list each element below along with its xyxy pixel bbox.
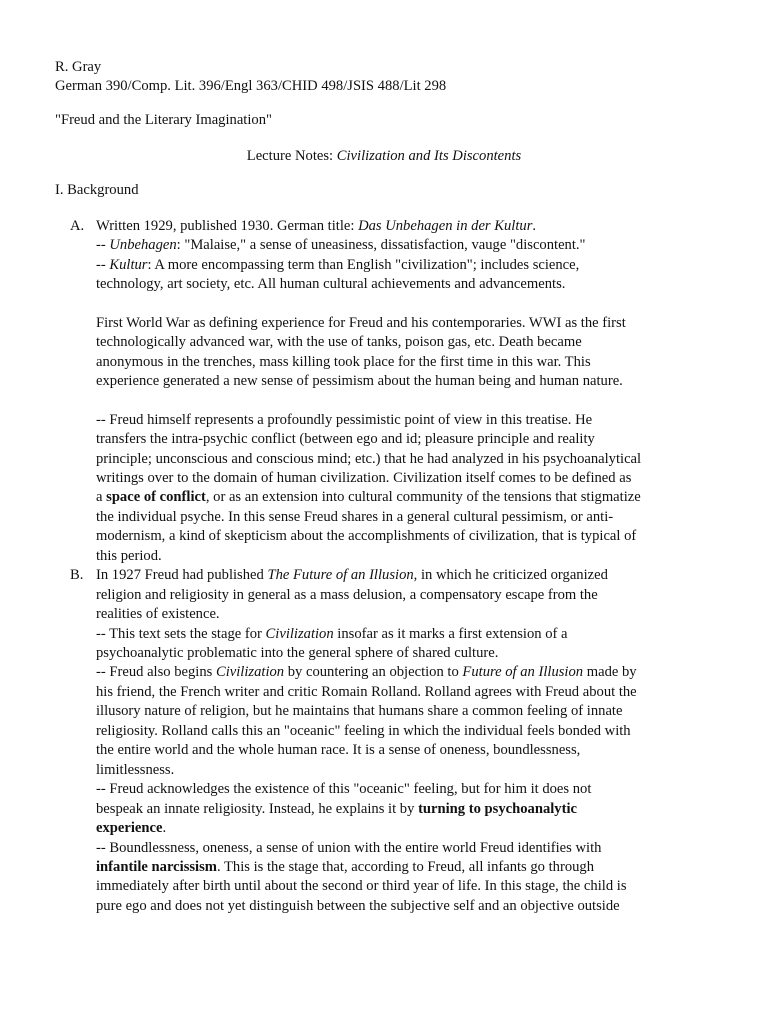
text-line: transfers the intra-psychic conflict (between ego and id; pleasure principle and reality [96,431,595,447]
course-title: "Freud and the Literary Imagination" [55,112,272,128]
text-line: his friend, the French writer and critic Romain Rolland. Rolland agrees with Freud about the [96,684,637,700]
text-line: this period. [96,548,162,564]
text-line: principle; unconscious and conscious mind; etc.) that he had analyzed in his psychoanalytical [96,451,642,467]
text-line: In 1927 Freud had published The Future of an Illusion, in which he criticized organized [96,567,608,583]
text-line: -- Freud also begins Civilization by countering an objection to Future of an Illusion made by [96,664,637,680]
text-line: technologically advanced war, with the use of tanks, poison gas, etc. Death became [96,334,582,350]
lecture-title: Civilization and Its Discontents [336,148,522,164]
text-line: First World War as defining experience for Freud and his contemporaries. WWI as the first [96,315,626,331]
text-line: infantile narcissism. This is the stage that, according to Freud, all infants go through [96,859,595,875]
text-line: realities of existence. [96,606,220,622]
text-line: the individual psyche. In this sense Freud shares in a general cultural pessimism, or anti- [96,509,614,525]
author-line: R. Gray [55,59,102,75]
text-line: bespeak an innate religiosity. Instead, he explains it by turning to psychoanalytic [96,801,577,817]
text-line: the entire world and the whole human race. It is a sense of oneness, boundlessness, [96,742,581,758]
text-line: -- Unbehagen: "Malaise," a sense of uneasiness, dissatisfaction, vauge "discontent." [96,237,586,253]
text-line: pure ego and does not yet distinguish between the subjective self and an objective outside [96,898,620,914]
text-line: -- Freud himself represents a profoundly pessimistic point of view in this treatise. He [96,412,593,428]
lecture-prefix: Lecture Notes: [246,148,337,164]
text-line: -- Boundlessness, oneness, a sense of union with the entire world Freud identifies with [96,840,602,856]
section-heading: I. Background [55,182,139,198]
text-line: a space of conflict, or as an extension into cultural community of the tensions that stigmatize [96,489,641,505]
text-line: Written 1929, published 1930. German title: Das Unbehagen in der Kultur. [96,218,537,234]
text-line: modernism, a kind of skepticism about the accomplishments of civilization, that is typical of [96,528,637,544]
text-line: experience. [96,820,167,836]
course-numbers: German 390/Comp. Lit. 396/Engl 363/CHID 498/JSIS 488/Lit 298 [55,78,447,94]
text-line: -- Freud acknowledges the existence of this "oceanic" feeling, but for him it does not [96,781,592,797]
list-marker-a: A. [70,218,85,234]
text-line: technology, art society, etc. All human cultural achievements and advancements. [96,276,566,292]
text-line: religiosity. Rolland calls this an "oceanic" feeling in which the individual feels bonded with [96,723,631,739]
text-line: limitlessness. [96,762,175,778]
text-line: immediately after birth until about the second or third year of life. In this stage, the child is [96,878,627,894]
lecture-heading [0,147,768,167]
text-line: writings over to the domain of human civilization. Civilization itself comes to be defined as [96,470,632,486]
text-line: anonymous in the trenches, mass killing took place for the first time in this war. This [96,354,591,370]
text-line: -- This text sets the stage for Civilization insofar as it marks a first extension of a [96,626,568,642]
text-line: psychoanalytic problematic into the general sphere of shared culture. [96,645,499,661]
list-marker-b: B. [70,567,84,583]
text-line: illusory nature of religion, but he maintains that humans share a common feeling of innate [96,703,623,719]
text-line: experience generated a new sense of pessimism about the human being and human nature. [96,373,623,389]
text-line: religion and religiosity in general as a mass delusion, a compensatory escape from the [96,587,598,603]
text-line: -- Kultur: A more encompassing term than English "civilization"; includes science, [96,257,580,273]
